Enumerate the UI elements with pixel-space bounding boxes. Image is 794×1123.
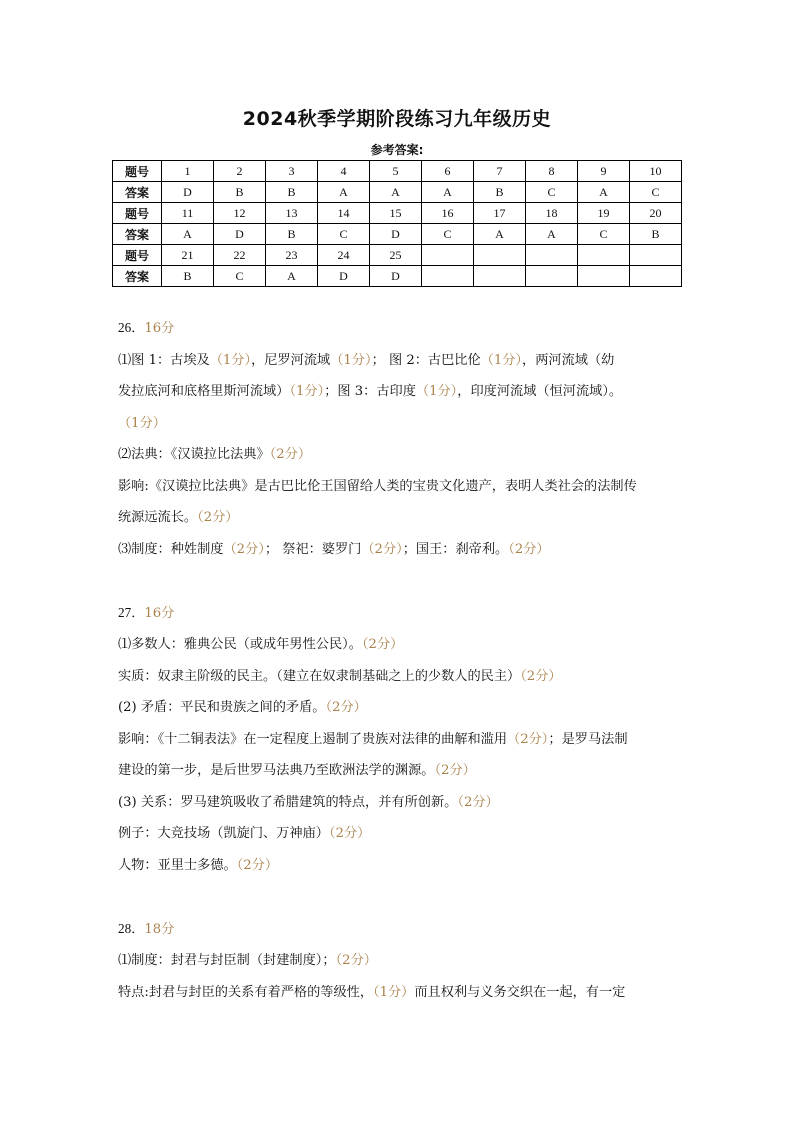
q26-l2-score-1: （1分）: [289, 384, 325, 399]
answer-cell: C: [214, 266, 266, 287]
question-number-cell: 16: [422, 203, 474, 224]
answer-row-label: 答案: [113, 266, 162, 287]
q27-l8-text-a: 人物：亚里士多德。: [118, 857, 237, 873]
q26-heading: [118, 312, 683, 345]
q27-heading: [118, 597, 683, 630]
question-number-cell: 17: [474, 203, 526, 224]
page-title: 2024秋季学期阶段练习九年级历史: [242, 108, 552, 130]
q27-l4-text-b: ；是罗马法制: [548, 731, 628, 747]
question-row: [113, 203, 682, 224]
q27-l2-text-a: 实质：奴隶主阶级的民主。（建立在奴隶制基础之上的少数人的民主）: [118, 668, 521, 684]
q27-l2-score-1: （2分）: [520, 668, 562, 684]
q26-l7-text-a: ⑶制度：种姓制度: [118, 541, 224, 557]
question-number-cell: 11: [162, 203, 214, 224]
question-number-cell: 14: [318, 203, 370, 224]
answer-cell: D: [318, 266, 370, 287]
answer-cell: D: [162, 182, 214, 203]
q26-l7-text-b: ； 祭祀：婆罗门: [264, 541, 362, 557]
question-number-cell: 24: [318, 245, 370, 266]
q27-number: 27．: [118, 604, 145, 620]
q26-l2-text-a: 发拉底河和底格里斯河流域）: [118, 384, 290, 399]
answer-cell: A: [162, 224, 214, 245]
q26-line3: [118, 408, 683, 440]
q26-l4-text-a: ⑵法典：《汉谟拉比法典》: [118, 447, 270, 462]
answer-table: [112, 160, 682, 287]
answer-cell: B: [474, 182, 526, 203]
answer-key-subtitle: 参考答案:: [370, 143, 424, 157]
q27-l7-text-a: 例子：大竞技场（凯旋门、万神庙）: [118, 826, 329, 841]
q28-l1-score-1: （2分）: [335, 953, 377, 968]
question-number-cell: 18: [526, 203, 578, 224]
answer-row: [113, 224, 682, 245]
q27-line8: [118, 850, 683, 882]
q27-l4-score-1: （2分）: [507, 731, 549, 747]
answer-cell: B: [214, 182, 266, 203]
answer-cell: B: [162, 266, 214, 287]
question-number-cell: 1: [162, 161, 214, 182]
question-number-cell: 7: [474, 161, 526, 182]
question-number-cell: [578, 245, 630, 266]
answer-row: [113, 266, 682, 287]
q26-l5-text-a: 影响:《汉谟拉比法典》是古巴比伦王国留给人类的宝贵文化遗产，表明人类社会的法制传: [118, 478, 637, 494]
question-number-cell: 12: [214, 203, 266, 224]
question-number-cell: 19: [578, 203, 630, 224]
q28-total-score: 18分: [144, 921, 175, 937]
question-number-cell: [422, 245, 474, 266]
answer-cell: B: [266, 182, 318, 203]
q27-l7-score-1: （2分）: [329, 826, 371, 841]
q27-l4-text-a: 影响：《十二铜表法》在一定程度上遏制了贵族对法律的曲解和滥用: [118, 731, 508, 747]
q26-l2-text-c: ，印度河流域（恒河流域）。: [457, 384, 623, 399]
q28-number: 28．: [118, 920, 145, 936]
q27-l6-text-a: (3) 关系：罗马建筑吸收了希腊建筑的特点，并有所创新。: [118, 794, 458, 810]
q27-line3: [118, 692, 683, 724]
answer-cell: [630, 266, 682, 287]
question-number-cell: 9: [578, 161, 630, 182]
q26-line5: [118, 471, 683, 503]
q26-l7-score-2: （2分）: [361, 541, 403, 557]
answer-cell: A: [578, 182, 630, 203]
answer-cell: C: [630, 182, 682, 203]
answer-cell: D: [370, 224, 422, 245]
answer-cell: C: [578, 224, 630, 245]
question-number-cell: 5: [370, 161, 422, 182]
answer-cell: [422, 266, 474, 287]
q27-line4: [118, 724, 683, 756]
q27-l6-score-1: （2分）: [457, 794, 499, 810]
section-gap: [118, 881, 683, 913]
answer-cell: A: [318, 182, 370, 203]
q27-l5-score-1: （2分）: [434, 763, 476, 778]
q27-line2: [118, 661, 683, 693]
question-number-cell: 25: [370, 245, 422, 266]
answer-cell: D: [370, 266, 422, 287]
q26-l6-score-1: （2分）: [197, 510, 239, 525]
answer-cell: B: [630, 224, 682, 245]
question-number-cell: 8: [526, 161, 578, 182]
q26-l2-text-b: ；图 3：古印度: [324, 384, 416, 399]
q28-l2-score-1: （1分）: [373, 984, 415, 1000]
q26-l3-score-1: （1分）: [118, 415, 166, 431]
q26-line6: [118, 502, 683, 534]
question-number-cell: [474, 245, 526, 266]
q26-l7-score-3: （2分）: [508, 541, 550, 557]
q27-line7: [118, 818, 683, 850]
question-number-cell: 10: [630, 161, 682, 182]
answer-cell: [526, 266, 578, 287]
answer-content: [118, 312, 683, 1008]
q28-l2-text-b: 而且权利与义务交织在一起，有一定: [414, 984, 626, 1000]
q26-l1-text-d: ，两河流域（幼: [522, 352, 615, 368]
question-row-label: 题号: [113, 161, 162, 182]
q27-l3-text-a: (2) 矛盾：平民和贵族之间的矛盾。: [118, 700, 326, 715]
q28-heading: [118, 913, 683, 946]
q28-l2-text-a: 特点:封君与封臣的关系有着严格的等级性，: [118, 984, 374, 1000]
question-number-cell: 21: [162, 245, 214, 266]
q26-l1-score-3: （1分）: [480, 352, 523, 368]
q26-l7-score-1: （2分）: [223, 541, 265, 557]
answer-cell: A: [422, 182, 474, 203]
q26-number: 26．: [118, 320, 145, 335]
question-number-cell: 6: [422, 161, 474, 182]
q27-total-score: 16分: [144, 605, 175, 621]
question-number-cell: 23: [266, 245, 318, 266]
q26-l4-score-1: （2分）: [269, 447, 312, 462]
answer-cell: C: [422, 224, 474, 245]
section-gap: [118, 565, 683, 597]
q26-line2: [118, 376, 683, 408]
q26-l7-text-c: ；国王：刹帝利。: [402, 541, 509, 557]
answer-cell: [578, 266, 630, 287]
answer-row-label: 答案: [113, 182, 162, 203]
q27-line5: [118, 755, 683, 787]
q26-l6-text-a: 统源远流长。: [118, 510, 198, 525]
question-number-cell: 2: [214, 161, 266, 182]
answer-cell: [474, 266, 526, 287]
q27-line1: [118, 629, 683, 661]
question-number-cell: 22: [214, 245, 266, 266]
q26-l1-text-b: ，尼罗河流域: [251, 352, 331, 368]
answer-cell: B: [266, 224, 318, 245]
q27-l1-score-1: （2分）: [361, 637, 404, 652]
q26-line1: [118, 345, 683, 377]
q27-l3-score-1: （2分）: [325, 700, 367, 715]
q27-l5-text-a: 建设的第一步，是后世罗马法典乃至欧洲法学的渊源。: [118, 763, 435, 778]
question-row: [113, 161, 682, 182]
q26-l1-score-1: （1分）: [209, 352, 252, 368]
question-number-cell: [526, 245, 578, 266]
q28-line2: [118, 977, 683, 1009]
q26-l1-text-c: ； 图 2：古巴比伦: [371, 352, 481, 368]
q27-line6: [118, 787, 683, 819]
q26-l1-score-2: （1分）: [330, 352, 372, 368]
q27-l8-score-1: （2分）: [236, 857, 279, 873]
question-row-label: 题号: [113, 245, 162, 266]
q26-total-score: 16分: [144, 321, 175, 336]
q26-l1-text-a: ⑴图 1：古埃及: [118, 352, 210, 368]
question-number-cell: 20: [630, 203, 682, 224]
question-row-label: 题号: [113, 203, 162, 224]
q28-l1-text-a: ⑴制度：封君与封臣制（封建制度）；: [118, 953, 336, 968]
question-number-cell: 13: [266, 203, 318, 224]
answer-cell: D: [214, 224, 266, 245]
answer-row: [113, 182, 682, 203]
answer-cell: C: [526, 182, 578, 203]
question-number-cell: 3: [266, 161, 318, 182]
answer-cell: A: [474, 224, 526, 245]
question-number-cell: 15: [370, 203, 422, 224]
q26-line7: [118, 534, 683, 566]
answer-row-label: 答案: [113, 224, 162, 245]
answer-cell: A: [266, 266, 318, 287]
question-row: [113, 245, 682, 266]
q26-l2-score-2: （1分）: [415, 384, 458, 399]
q28-line1: [118, 945, 683, 977]
q27-l1-text-a: ⑴多数人：雅典公民（或成年男性公民）。: [118, 637, 362, 652]
question-number-cell: [630, 245, 682, 266]
answer-cell: A: [526, 224, 578, 245]
answer-cell: C: [318, 224, 370, 245]
answer-cell: A: [370, 182, 422, 203]
q26-line4: [118, 439, 683, 471]
question-number-cell: 4: [318, 161, 370, 182]
